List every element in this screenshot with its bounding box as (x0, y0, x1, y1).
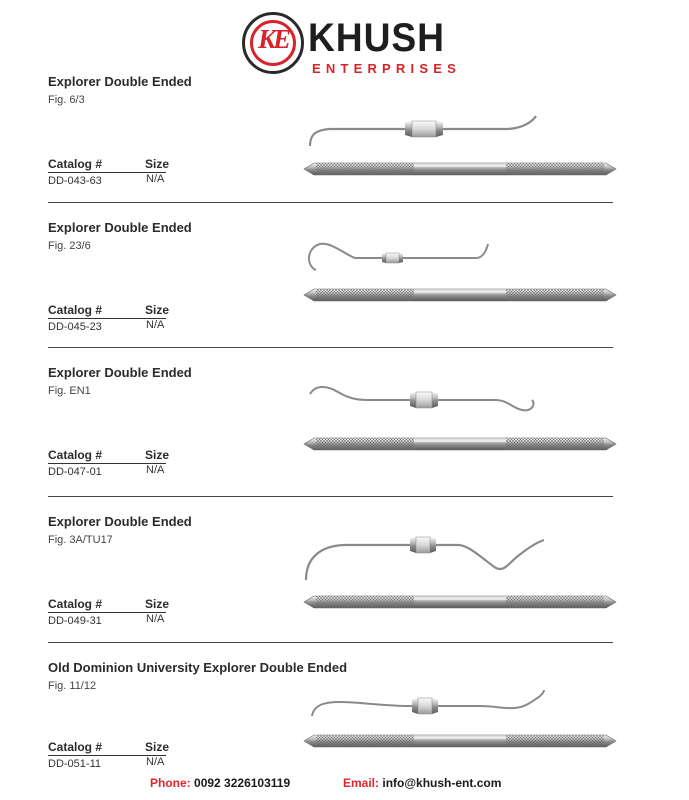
brand-name: KHUSH (308, 16, 445, 60)
footer-phone (150, 776, 290, 790)
email-address[interactable]: info@khush-ent.com (382, 776, 502, 790)
product-title: Old Dominion University Explorer Double Ended (48, 660, 348, 675)
product-figure: Fig. 23/6 (48, 240, 91, 252)
email-label: Email: (343, 776, 380, 790)
catalog-number: DD-045-23 (48, 321, 102, 333)
product-figure: Fig. 3A/TU17 (48, 534, 113, 546)
catalog-header (48, 597, 170, 613)
product-figure: Fig. 11/12 (48, 680, 97, 692)
brand-logo (242, 12, 461, 76)
section-divider (48, 642, 613, 643)
size-column-label: Size (145, 740, 170, 754)
size-column-label: Size (145, 448, 170, 462)
product-title: Explorer Double Ended (48, 220, 192, 235)
section-divider (48, 202, 613, 203)
instrument-image (300, 236, 620, 308)
size-value: N/A (146, 464, 165, 476)
product-title: Explorer Double Ended (48, 514, 192, 529)
product-figure: Fig. EN1 (48, 385, 91, 397)
instrument-image (300, 378, 620, 456)
product-figure: Fig. 6/3 (48, 94, 85, 106)
catalog-column-label: Catalog # (48, 448, 103, 462)
phone-number[interactable]: 0092 3226103119 (194, 776, 291, 790)
footer-email (343, 776, 501, 790)
catalog-header (48, 740, 170, 756)
size-column-label: Size (145, 303, 170, 317)
product-title: Explorer Double Ended (48, 365, 192, 380)
instrument-image (300, 532, 620, 614)
brand-subtitle: ENTERPRISES (312, 61, 461, 76)
phone-label: Phone: (150, 776, 191, 790)
product-title: Explorer Double Ended (48, 74, 192, 89)
section-divider (48, 496, 613, 497)
catalog-number: DD-049-31 (48, 615, 102, 627)
size-column-label: Size (145, 157, 170, 171)
catalog-header (48, 448, 170, 464)
catalog-header (48, 303, 170, 319)
logo-monogram: KE (257, 24, 289, 54)
size-column-label: Size (145, 597, 170, 611)
instrument-image (300, 682, 620, 752)
catalog-number: DD-051-11 (48, 758, 101, 770)
size-value: N/A (146, 173, 165, 185)
size-value: N/A (146, 319, 165, 331)
catalog-column-label: Catalog # (48, 157, 103, 171)
size-value: N/A (146, 613, 165, 625)
catalog-header (48, 157, 170, 173)
instrument-image (300, 108, 620, 184)
catalog-number: DD-047-01 (48, 466, 102, 478)
catalog-column-label: Catalog # (48, 597, 103, 611)
size-value: N/A (146, 756, 165, 768)
catalog-column-label: Catalog # (48, 740, 103, 754)
catalog-column-label: Catalog # (48, 303, 103, 317)
catalog-number: DD-043-63 (48, 175, 102, 187)
section-divider (48, 347, 613, 348)
